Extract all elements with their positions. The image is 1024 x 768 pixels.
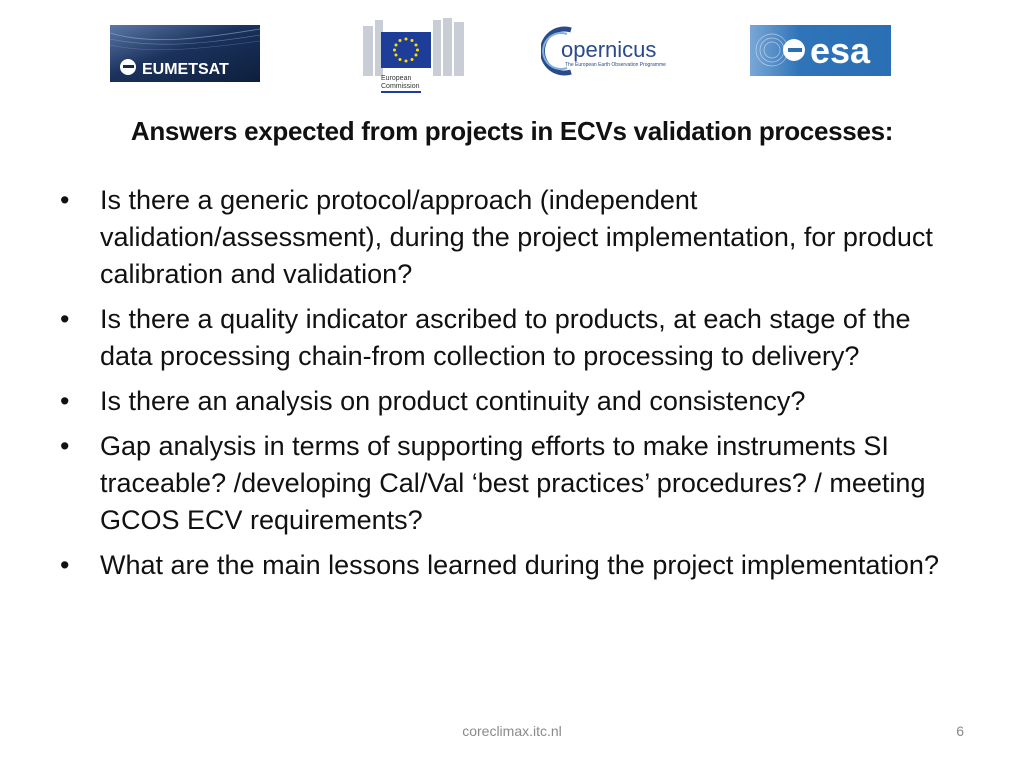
svg-text:European: European — [381, 75, 412, 82]
svg-text:Commission: Commission — [381, 83, 420, 90]
bullet-text: Gap analysis in terms of supporting efforts to make instruments SI traceable? /developing Cal/Val ‘best practices’ procedures? / meeting GCOS ECV requirements? — [100, 431, 926, 535]
svg-text:EUMETSAT: EUMETSAT — [142, 61, 229, 78]
bullet-text: Is there a generic protocol/approach (independent validation/assessment), during the project implementation, for product calibration and validation? — [100, 185, 933, 289]
bullet-text: Is there an analysis on product continuity and consistency? — [100, 386, 806, 416]
svg-text:opernicus: opernicus — [561, 37, 657, 62]
bullet-marker: • — [60, 386, 70, 416]
bullet-marker: • — [60, 185, 70, 215]
eumetsat-logo — [110, 25, 260, 82]
page-number: 6 — [956, 723, 964, 739]
bullet-list — [60, 182, 970, 592]
bullet-text: Is there a quality indicator ascribed to products, at each stage of the data processing chain-from collection to processing to delivery? — [100, 304, 911, 371]
esa-logo — [750, 25, 891, 76]
slide-title: Answers expected from projects in ECVs validation processes: — [130, 116, 894, 146]
list-item — [60, 428, 970, 539]
european-commission-logo — [357, 14, 471, 96]
list-item — [60, 547, 970, 584]
svg-text:The European Earth Observation: The European Earth Observation Programme — [565, 62, 666, 68]
bullet-marker: • — [60, 550, 70, 580]
list-item — [60, 182, 970, 293]
svg-text:esa: esa — [810, 30, 871, 71]
list-item — [60, 383, 970, 420]
copernicus-logo — [541, 24, 691, 76]
list-item — [60, 301, 970, 375]
bullet-marker: • — [60, 431, 70, 461]
bullet-marker: • — [60, 304, 70, 334]
footer-url: coreclimax.itc.nl — [462, 723, 562, 739]
bullet-text: What are the main lessons learned during the project implementation? — [100, 550, 939, 580]
